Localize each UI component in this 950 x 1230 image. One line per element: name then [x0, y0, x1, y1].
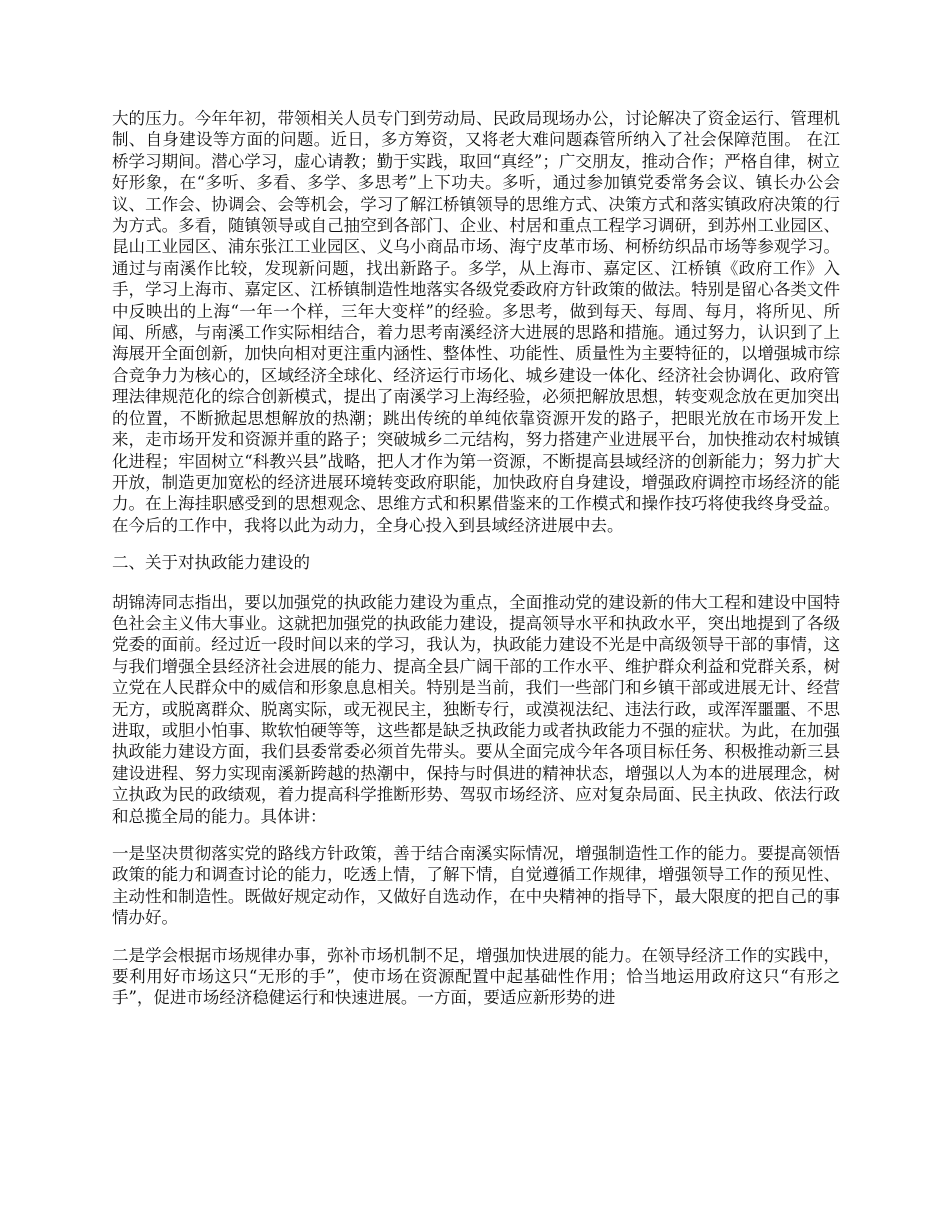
document-page: [112, 108, 840, 1025]
body-paragraph: 二是学会根据市场规律办事，弥补市场机制不足，增强加快进展的能力。在领导经济工作的实践中，要利用好市场这只“无形的手”，使市场在资源配置中起基础性作用；恰当地运用政府这只“有形之手”，促进市场经济稳健运行和快速进展。一方面，要适应新形势的进: [112, 945, 840, 1008]
section-heading: 二、关于对执政能力建设的: [112, 553, 310, 573]
body-paragraph: 大的压力。今年年初，带领相关人员专门到劳动局、民政局现场办公，讨论解决了资金运行、管理机制、自身建设等方面的问题。近日，多方筹资，又将老大难问题森管所纳入了社会保障范围。 在江桥学习期间。潜心学习，虚心请教；勤于实践，取回“真经”；广交朋友，推动合作；严格自律，树立好形象，在“多听、多看、多学、多思考”上下功夫。多听，通过参加镇党委常务会议、镇长办公会议、工作会、协调会、会等机会，学习了解江桥镇领导的思维方式、决策方式和落实镇政府决策的行为方式。多看，随镇领导或自己抽空到各部门、企业、村居和重点工程学习调研，到苏州工业园区、昆山工业园区、浦东张江工业园区、义乌小商品市场、海宁皮革市场、柯桥纺织品市场等参观学习。通过与南溪作比较，发现新问题，找出新路子。多学，从上海市、嘉定区、江桥镇《政府工作》入手，学习上海市、嘉定区、江桥镇制造性地落实各级党委政府方针政策的做法。特别是留心各类文件中反映出的上海“一年一个样，三年大变样”的经验。多思考，做到每天、每周、每月，将所见、所闻、所感，与南溪工作实际相结合，着力思考南溪经济大进展的思路和措施。通过努力，认识到了上海展开全面创新，加快向相对更注重内涵性、整体性、功能性、质量性为主要特征的，以增强城市综合竞争力为核心的，区域经济全球化、经济运行市场化、城乡建设一体化、经济社会协调化、政府管理法律规范化的综合创新模式，提出了南溪学习上海经验，必须把解放思想，转变观念放在更加突出的位置，不断掀起思想解放的热潮；跳出传统的单纯依靠资源开发的路子，把眼光放在市场开发上来，走市场开发和资源并重的路子；突破城乡二元结构，努力搭建产业进展平台，加快推动农村城镇化进程；牢固树立“科教兴县”战略，把人才作为第一资源，不断提高县域经济的创新能力；努力扩大开放，制造更加宽松的经济进展环境转变政府职能，加快政府自身建设，增强政府调控市场经济的能力。在上海挂职感受到的思想观念、思维方式和积累借鉴来的工作模式和操作技巧将使我终身受益。在今后的工作中，我将以此为动力，全身心投入到县域经济进展中去。: [112, 109, 840, 535]
body-paragraph: 一是坚决贯彻落实党的路线方针政策，善于结合南溪实际情况，增强制造性工作的能力。要提高领悟政策的能力和调查讨论的能力，吃透上情，了解下情，自觉遵循工作规律，增强领导工作的预见性、主动性和制造性。既做好规定动作，又做好自选动作，在中央精神的指导下，最大限度的把自己的事情办好。: [112, 844, 840, 928]
body-paragraph: 胡锦涛同志指出，要以加强党的执政能力建设为重点，全面推动党的建设新的伟大工程和建设中国特色社会主义伟大事业。这就把加强党的执政能力建设，提高领导水平和执政水平，突出地提到了各级党委的面前。经过近一段时间以来的学习，我认为，执政能力建设不光是中高级领导干部的事情，这与我们增强全县经济社会进展的能力、提高全县广阔干部的工作水平、维护群众利益和党群关系，树立党在人民群众中的威信和形象息息相关。特别是当前，我们一些部门和乡镇干部或进展无计、经营无方，或脱离群众、脱离实际，或无视民主，独断专行，或漠视法纪、违法行政，或浑浑噩噩、不思进取，或胆小怕事、欺软怕硬等等，这些都是缺乏执政能力或者执政能力不强的症状。为此，在加强执政能力建设方面，我们县委常委必须首先带头。要从全面完成今年各项目标任务、积极推动新三县建设进程、努力实现南溪新跨越的热潮中，保持与时俱进的精神状态，增强以人为本的进展理念，树立执政为民的政绩观，着力提高科学推断形势、驾驭市场经济、应对复杂局面、民主执政、依法行政和总揽全局的能力。具体讲：: [112, 592, 840, 826]
